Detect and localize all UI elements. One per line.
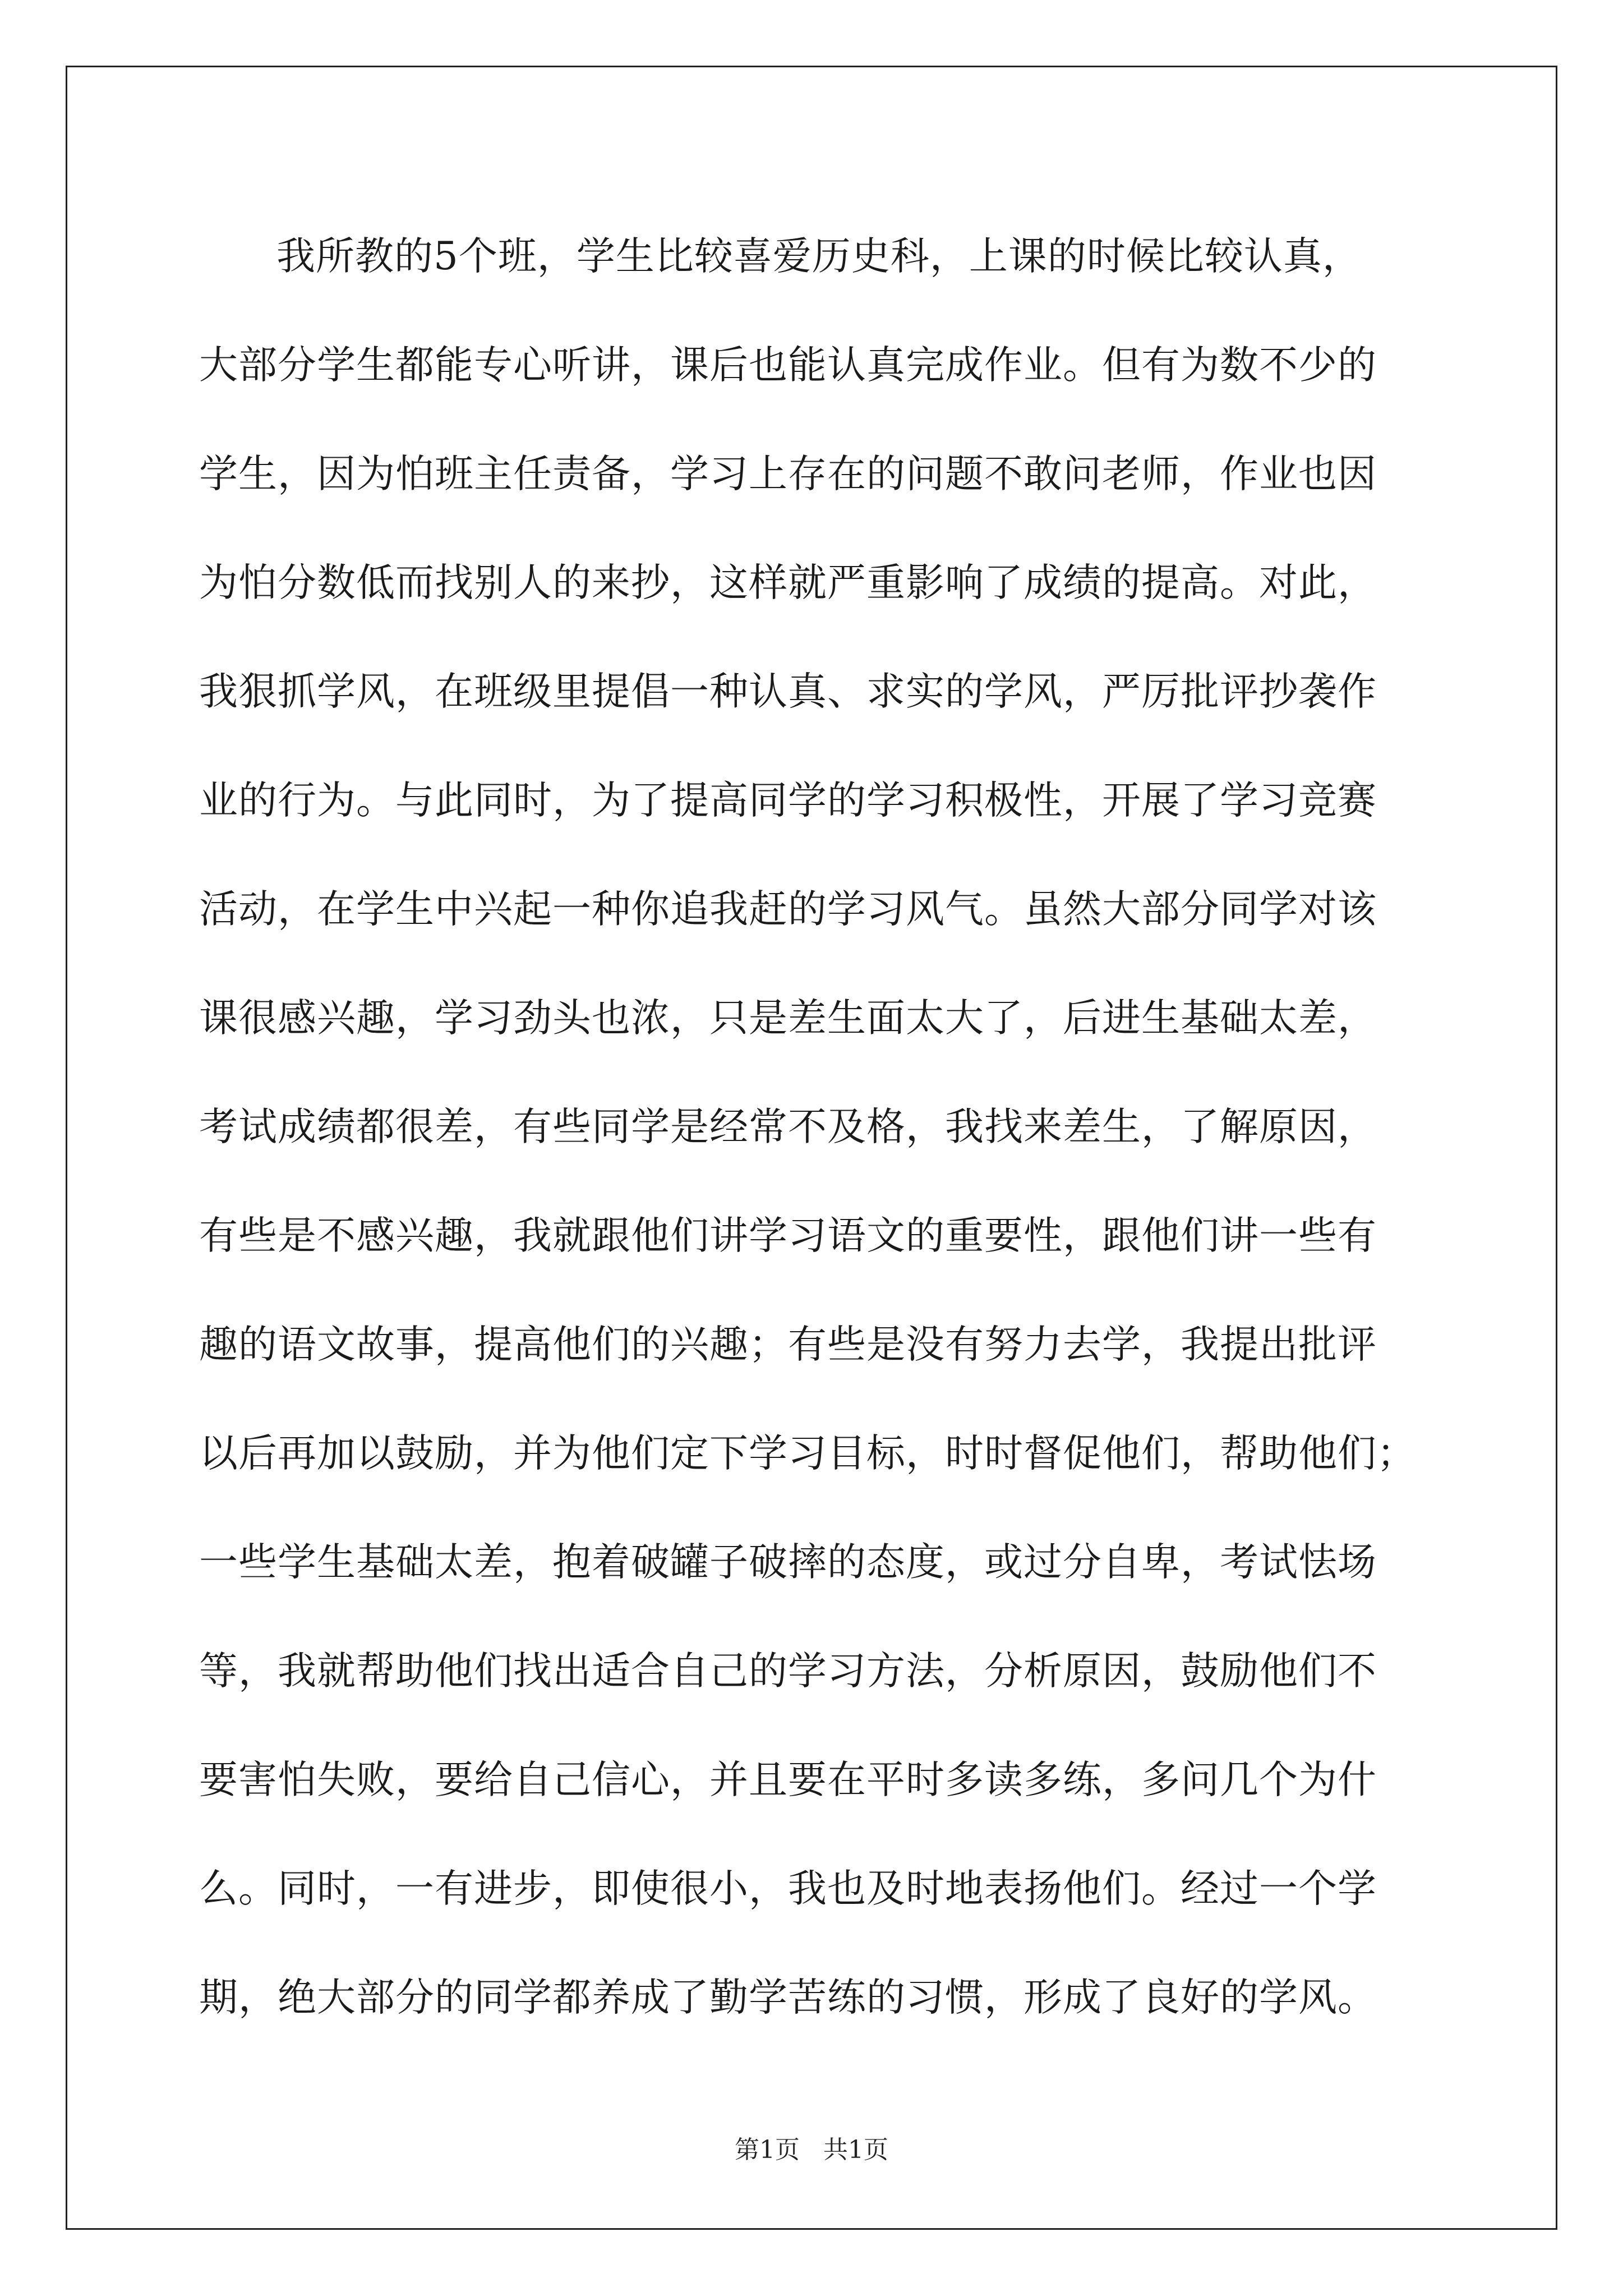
text-line-4: 为怕分数低而找别人的来抄，这样就严重影响了成绩的提高。对此， xyxy=(199,560,1377,605)
text-line-3: 学生，因为怕班主任责备，学习上存在的问题不敢问老师，作业也因 xyxy=(199,452,1377,496)
text-line-14: 等，我就帮助他们找出适合自己的学习方法，分析原因，鼓励他们不 xyxy=(199,1649,1377,1694)
text-line-9: 考试成绩都很差，有些同学是经常不及格，我找来差生，了解原因， xyxy=(199,1105,1377,1149)
text-line-11: 趣的语文故事，提高他们的兴趣；有些是没有努力去学，我提出批评 xyxy=(199,1322,1377,1367)
text-line-7: 活动，在学生中兴起一种你追我赶的学习风气。虽然大部分同学对该 xyxy=(199,887,1377,932)
text-line-10: 有些是不感兴趣，我就跟他们讲学习语文的重要性，跟他们讲一些有 xyxy=(199,1213,1377,1258)
text-line-8: 课很感兴趣，学习劲头也浓，只是差生面太大了，后进生基础太差， xyxy=(199,996,1377,1041)
text-line-12: 以后再加以鼓励，并为他们定下学习目标，时时督促他们，帮助他们； xyxy=(199,1431,1416,1476)
text-line-5: 我狠抓学风，在班级里提倡一种认真、求实的学风，严厉批评抄袭作 xyxy=(199,669,1377,714)
text-line-1: 我所教的5个班，学生比较喜爱历史科，上课的时候比较认真， xyxy=(276,234,1362,279)
text-line-15: 要害怕失败，要给自己信心，并且要在平时多读多练，多问几个为什 xyxy=(199,1757,1377,1802)
page-number: 第1页 xyxy=(735,2136,800,2164)
text-line-13: 一些学生基础太差，抱着破罐子破摔的态度，或过分自卑，考试怯场 xyxy=(199,1540,1377,1585)
text-line-6: 业的行为。与此同时，为了提高同学的学习积极性，开展了学习竞赛 xyxy=(199,778,1377,823)
text-line-17: 期，绝大部分的同学都养成了勤学苦练的习惯，形成了良好的学风。 xyxy=(199,1975,1377,2020)
text-line-2: 大部分学生都能专心听讲，课后也能认真完成作业。但有为数不少的 xyxy=(199,343,1377,388)
body-paragraph xyxy=(199,202,1433,2052)
page-footer xyxy=(0,2129,1623,2165)
page-total: 共1页 xyxy=(823,2136,888,2164)
text-line-16: 么。同时，一有进步，即使很小，我也及时地表扬他们。经过一个学 xyxy=(199,1866,1377,1911)
